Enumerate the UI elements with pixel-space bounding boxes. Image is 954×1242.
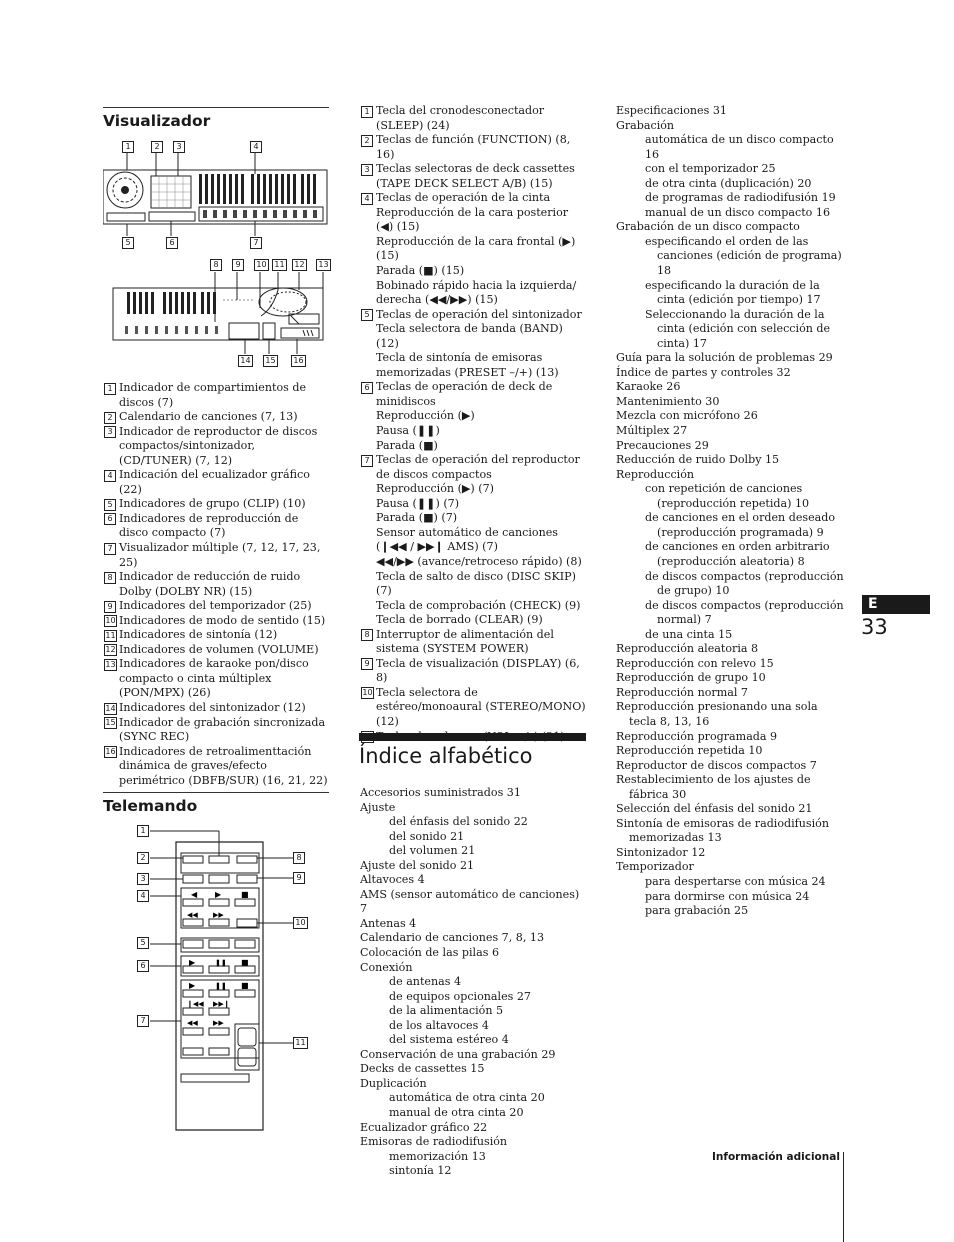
svg-text:■: ■ — [241, 890, 249, 899]
footer-rule — [843, 1152, 844, 1242]
display-callout-3: 3 — [173, 141, 185, 153]
item-number: 7 — [361, 455, 373, 467]
item-number: 10 — [105, 616, 116, 626]
index-entry: Accesorios suministrados 31 — [360, 786, 521, 799]
language-tab-label: E — [868, 596, 878, 612]
index-entry: de canciones en orden arbitrario (reproducción aleatoria) 8 — [645, 540, 830, 568]
svg-text:▶▶❙: ▶▶❙ — [213, 1000, 230, 1008]
index-entry: Conexión — [360, 960, 413, 974]
index-entry: Grabación de un disco compacto — [616, 220, 800, 234]
svg-text:▶: ▶ — [189, 981, 196, 990]
remote-callout-1: 1 — [137, 825, 149, 837]
index-entry: de antenas 4 — [389, 975, 462, 989]
index-entry: Reproducción presionando una sola tecla 8, 13, 16 — [616, 700, 818, 728]
item-line: Bobinado rápido hacia la izquierda/ derecha (◀◀/▶▶) (15) — [376, 278, 577, 307]
display-callout-7: 7 — [250, 237, 262, 249]
item-text: Indicador de reducción de ruido Dolby (DOLBY NR) (15) — [119, 570, 301, 598]
display-list-item — [104, 410, 330, 425]
item-number: 14 — [105, 703, 116, 713]
index-entry: del sonido 21 — [389, 829, 465, 843]
index-entry: del sistema estéreo 4 — [389, 1033, 509, 1047]
item-number: 6 — [104, 513, 116, 525]
display-list-item — [104, 599, 330, 614]
index-entry: memorización 13 — [389, 1149, 486, 1163]
remote-illustration — [135, 820, 310, 1132]
index-entry: Reproductor de discos compactos 7 — [616, 758, 817, 772]
remote-callout-5: 5 — [137, 937, 149, 949]
item-text: Visualizador múltiple (7, 12, 17, 23, 25) — [119, 541, 321, 569]
display-list-item — [104, 657, 330, 701]
item-line: Parada (■) (15) — [376, 264, 465, 278]
remote-list-item — [361, 133, 587, 162]
index-entry: para grabación 25 — [645, 904, 749, 918]
index-entry: Conservación de una grabación 29 — [360, 1047, 556, 1061]
item-number: 7 — [104, 543, 116, 555]
item-line: Teclas de operación de deck de minidiscos — [376, 380, 553, 408]
item-number: 2 — [361, 135, 373, 147]
section-title-display: Visualizador — [103, 112, 211, 130]
item-line: Tecla de visualización (DISPLAY) (6, 8) — [376, 656, 580, 685]
index-entry: Ajuste del sonido 21 — [360, 858, 475, 872]
display-diagram-svg — [103, 140, 329, 370]
item-number: 1 — [361, 106, 373, 118]
item-line: Teclas selectoras de deck cassettes (TAPE DECK SELECT A/B) (15) — [376, 162, 575, 190]
display-callout-13: 13 — [316, 259, 331, 271]
item-line: ◀◀/▶▶ (avance/retroceso rápido) (8) — [376, 554, 582, 568]
item-line: Reproducción (▶) (7) — [376, 482, 495, 496]
item-line: Tecla del cronodesconectador (SLEEP) (24) — [376, 104, 545, 132]
display-callout-14: 14 — [238, 355, 253, 367]
index-entry: especificando la duración de la cinta (edición por tiempo) 17 — [645, 278, 821, 307]
index-entry: Sintonía de emisoras de radiodifusión memorizadas 13 — [616, 816, 830, 845]
svg-text:◀◀: ◀◀ — [187, 911, 198, 919]
index-entry: Temporizador — [616, 860, 694, 874]
item-text: Indicadores de retroalimenttación dinámica de graves/efecto perimétrico (DBFB/SUR) (16, 21, 22) — [119, 744, 328, 787]
display-list-item — [104, 497, 330, 512]
index-entry: Reducción de ruido Dolby 15 — [616, 453, 780, 467]
remote-callout-8: 8 — [293, 852, 305, 864]
remote-list-item — [361, 657, 587, 686]
language-tab — [862, 595, 930, 614]
item-number: 4 — [104, 470, 116, 482]
index-entry: Antenas 4 — [360, 916, 417, 930]
remote-list-item — [361, 162, 587, 191]
item-line: Parada (■) — [376, 438, 438, 452]
item-text: Indicador de grabación sincronizada (SYNC REC) — [119, 715, 326, 744]
item-line: Tecla de sintonía de emisoras memorizadas (PRESET –/+) (13) — [376, 351, 559, 379]
index-entry: Restablecimiento de los ajustes de fábrica 30 — [616, 773, 811, 801]
display-list-item — [104, 570, 330, 599]
item-text: Indicadores de grupo (CLIP) (10) — [119, 497, 306, 511]
item-line: Pausa (❚❚) — [376, 424, 440, 438]
item-number: 12 — [105, 645, 116, 655]
remote-list-item — [361, 686, 587, 730]
display-callout-6: 6 — [166, 237, 178, 249]
item-number: 5 — [361, 309, 373, 321]
item-number: 9 — [361, 658, 373, 670]
index-entry: Guía para la solución de problemas 29 — [616, 351, 833, 365]
display-illustration — [103, 140, 329, 370]
index-entry: de programas de radiodifusión 19 — [645, 191, 836, 205]
remote-list-item — [361, 380, 587, 453]
item-number: 16 — [105, 747, 116, 757]
index-entry: con el temporizador 25 — [645, 162, 776, 176]
svg-text:■: ■ — [241, 981, 249, 990]
remote-callout-6: 6 — [137, 960, 149, 972]
item-text: Indicadores de karaoke pon/disco compacto o cinta múltiplex (PON/MPX) (26) — [119, 657, 309, 700]
item-line: Teclas de operación del reproductor de discos compactos — [376, 453, 580, 481]
item-text: Indicadores de reproducción de disco compacto (7) — [119, 511, 299, 540]
index-entry: Sintonizador 12 — [616, 845, 706, 859]
index-entry: Reproducción normal 7 — [616, 685, 748, 699]
index-entry: de discos compactos (reproducción de grupo) 10 — [645, 569, 844, 598]
index-entry: Altavoces 4 — [360, 873, 425, 887]
display-callout-4: 4 — [250, 141, 262, 153]
item-line: Reproducción (▶) — [376, 409, 475, 423]
index-entry: Múltiplex 27 — [616, 424, 688, 438]
item-line: Teclas de operación de la cinta — [376, 191, 551, 205]
remote-callout-10: 10 — [293, 917, 308, 929]
item-text: Indicador de reproductor de discos compactos/sintonizador, (CD/TUNER) (7, 12) — [119, 424, 318, 467]
index-entry: del énfasis del sonido 22 — [389, 815, 528, 829]
index-entry: especificando el orden de las canciones (edición de programa) 18 — [645, 234, 842, 278]
display-callout-2: 2 — [151, 141, 163, 153]
index-entry: de la alimentación 5 — [389, 1004, 504, 1018]
display-list-item — [104, 628, 330, 643]
page-number: 33 — [861, 615, 888, 639]
item-text: Indicadores de volumen (VOLUME) — [119, 642, 319, 656]
display-list-item — [104, 425, 330, 469]
index-entry: Selección del énfasis del sonido 21 — [616, 802, 813, 816]
index-entry: Precauciones 29 — [616, 438, 709, 452]
index-entry: manual de otra cinta 20 — [389, 1106, 524, 1120]
item-number: 4 — [361, 193, 373, 205]
index-entry: de equipos opcionales 27 — [389, 989, 531, 1003]
index-title: Índice alfabético — [359, 744, 533, 768]
index-entry: Reproducción de grupo 10 — [616, 671, 766, 685]
index-entry: del volumen 21 — [389, 844, 476, 858]
index-entry: Seleccionando la duración de la cinta (edición con selección de cinta) 17 — [645, 307, 831, 350]
display-list-item — [104, 381, 330, 410]
section-title-remote: Telemando — [103, 797, 198, 815]
remote-list-item — [361, 104, 587, 133]
index-entry: Mezcla con micrófono 26 — [616, 409, 758, 423]
item-text: Indicadores del temporizador (25) — [119, 599, 312, 613]
display-list-item — [104, 716, 330, 745]
display-callout-12: 12 — [292, 259, 307, 271]
index-entry: Duplicación — [360, 1076, 427, 1090]
item-line: Reproducción de la cara frontal (▶) (15) — [376, 234, 576, 263]
svg-text:▶▶: ▶▶ — [213, 1019, 224, 1027]
remote-diagram-svg — [135, 820, 310, 1132]
index-entry: Ajuste — [360, 800, 396, 814]
remote-items-list — [361, 104, 587, 744]
item-line: Parada (■) (7) — [376, 511, 458, 525]
remote-list-item — [361, 453, 587, 628]
item-line: Reproducción de la cara posterior (◀) (15) — [376, 205, 569, 234]
index-entry: AMS (sensor automático de canciones) 7 — [360, 887, 580, 916]
remote-callout-3: 3 — [137, 873, 149, 885]
index-column-1 — [360, 786, 586, 1179]
svg-text:❚❚: ❚❚ — [215, 959, 227, 967]
item-text: Indicador de compartimientos de discos (7) — [119, 381, 307, 409]
index-entry: Karaoke 26 — [616, 380, 681, 394]
index-entry: de discos compactos (reproducción normal) 7 — [645, 598, 844, 627]
item-number: 8 — [104, 572, 116, 584]
index-entry: Reproducción aleatoria 8 — [616, 642, 759, 656]
display-callout-8: 8 — [210, 259, 222, 271]
item-line: Tecla selectora de banda (BAND) (12) — [376, 322, 563, 350]
display-list-item — [104, 745, 330, 789]
display-callout-9: 9 — [232, 259, 244, 271]
item-number: 10 — [362, 688, 373, 698]
display-list-item — [104, 541, 330, 570]
index-entry: para dormirse con música 24 — [645, 889, 810, 903]
index-entry: Emisoras de radiodifusión — [360, 1135, 508, 1149]
index-entry: Índice de partes y controles 32 — [616, 365, 791, 379]
remote-callout-2: 2 — [137, 852, 149, 864]
index-entry: de los altavoces 4 — [389, 1018, 489, 1032]
svg-text:▶: ▶ — [215, 890, 222, 899]
display-callout-11: 11 — [272, 259, 287, 271]
item-line: Tecla de comprobación (CHECK) (9) — [376, 598, 581, 612]
item-line: Interruptor de alimentación del sistema (SYSTEM POWER) — [376, 627, 554, 656]
remote-callout-4: 4 — [137, 890, 149, 902]
index-entry: de una cinta 15 — [645, 627, 733, 641]
display-callout-16: 16 — [291, 355, 306, 367]
index-entry: Grabación — [616, 118, 675, 132]
item-line: Tecla de salto de disco (DISC SKIP) (7) — [376, 569, 576, 598]
remote-list-item — [361, 191, 587, 307]
index-entry: Especificaciones 31 — [616, 104, 727, 117]
index-entry: de otra cinta (duplicación) 20 — [645, 176, 812, 190]
svg-text:▶: ▶ — [189, 958, 196, 967]
index-entry: Colocación de las pilas 6 — [360, 946, 499, 960]
item-number: 13 — [105, 659, 116, 669]
index-entry: automática de otra cinta 20 — [389, 1091, 545, 1105]
svg-text:▶▶: ▶▶ — [213, 911, 224, 919]
index-entry: Reproducción programada 9 — [616, 729, 778, 743]
index-entry: para despertarse con música 24 — [645, 874, 826, 888]
item-number: 6 — [361, 382, 373, 394]
display-list-item — [104, 512, 330, 541]
item-text: Indicadores del sintonizador (12) — [119, 701, 306, 715]
svg-text:❙◀◀: ❙◀◀ — [187, 1000, 204, 1008]
item-line: Tecla de borrado (CLEAR) (9) — [376, 613, 543, 627]
index-entry: Ecualizador gráfico 22 — [360, 1120, 488, 1134]
display-list-item — [104, 468, 330, 497]
index-entry: con repetición de canciones (reproducción repetida) 10 — [645, 482, 810, 510]
item-number: 11 — [105, 630, 116, 640]
item-number: 9 — [104, 601, 116, 613]
item-line: Teclas de función (FUNCTION) (8, 16) — [376, 133, 571, 161]
index-entry: manual de un disco compacto 16 — [645, 205, 831, 219]
index-entry: sintonía 12 — [389, 1164, 452, 1178]
svg-text:◀: ◀ — [191, 890, 198, 899]
index-entry: Calendario de canciones 7, 8, 13 — [360, 931, 545, 945]
remote-callout-11: 11 — [293, 1037, 308, 1049]
index-entry: Reproducción con relevo 15 — [616, 656, 774, 670]
item-number: 5 — [104, 499, 116, 511]
item-number: 1 — [104, 383, 116, 395]
display-callout-1: 1 — [122, 141, 134, 153]
item-text: Indicadores de modo de sentido (15) — [119, 613, 326, 627]
display-list-item — [104, 701, 330, 716]
item-text: Calendario de canciones (7, 13) — [119, 410, 298, 424]
item-number: 3 — [361, 164, 373, 176]
index-entry: Decks de cassettes 15 — [360, 1062, 485, 1076]
display-callout-5: 5 — [122, 237, 134, 249]
item-number: 8 — [361, 629, 373, 641]
item-line: Teclas de operación del sintonizador — [376, 307, 582, 321]
index-entry: de canciones en el orden deseado (reproducción programada) 9 — [645, 511, 836, 539]
remote-list-item — [361, 308, 587, 381]
item-text: Indicadores de sintonía (12) — [119, 628, 278, 642]
display-callout-15: 15 — [263, 355, 278, 367]
footer-section: Información adicional — [712, 1151, 840, 1163]
index-title-bar — [359, 733, 586, 741]
index-entry: Mantenimiento 30 — [616, 394, 720, 408]
index-entry: Reproducción — [616, 467, 695, 481]
display-callout-10: 10 — [254, 259, 269, 271]
item-line: Sensor automático de canciones (❙◀◀ / ▶▶❙ AMS) (7) — [376, 525, 558, 554]
item-number: 2 — [104, 412, 116, 424]
item-line: Pausa (❚❚) (7) — [376, 496, 460, 510]
item-number: 3 — [104, 426, 116, 438]
display-list-item — [104, 614, 330, 629]
remote-callout-9: 9 — [293, 872, 305, 884]
index-entry: Reproducción repetida 10 — [616, 744, 763, 758]
svg-text:■: ■ — [241, 958, 249, 967]
display-items-list — [104, 381, 330, 788]
item-number: 15 — [105, 718, 116, 728]
remote-list-item — [361, 628, 587, 657]
display-list-item — [104, 643, 330, 658]
svg-text:◀◀: ◀◀ — [187, 1019, 198, 1027]
index-column-2 — [616, 104, 844, 919]
item-line: Tecla selectora de estéreo/monoaural (STEREO/MONO) (12) — [376, 685, 586, 728]
svg-text:❚❚: ❚❚ — [215, 982, 227, 990]
remote-callout-7: 7 — [137, 1015, 149, 1027]
index-entry: automática de un disco compacto 16 — [645, 133, 834, 161]
item-text: Indicación del ecualizador gráfico (22) — [119, 468, 310, 496]
